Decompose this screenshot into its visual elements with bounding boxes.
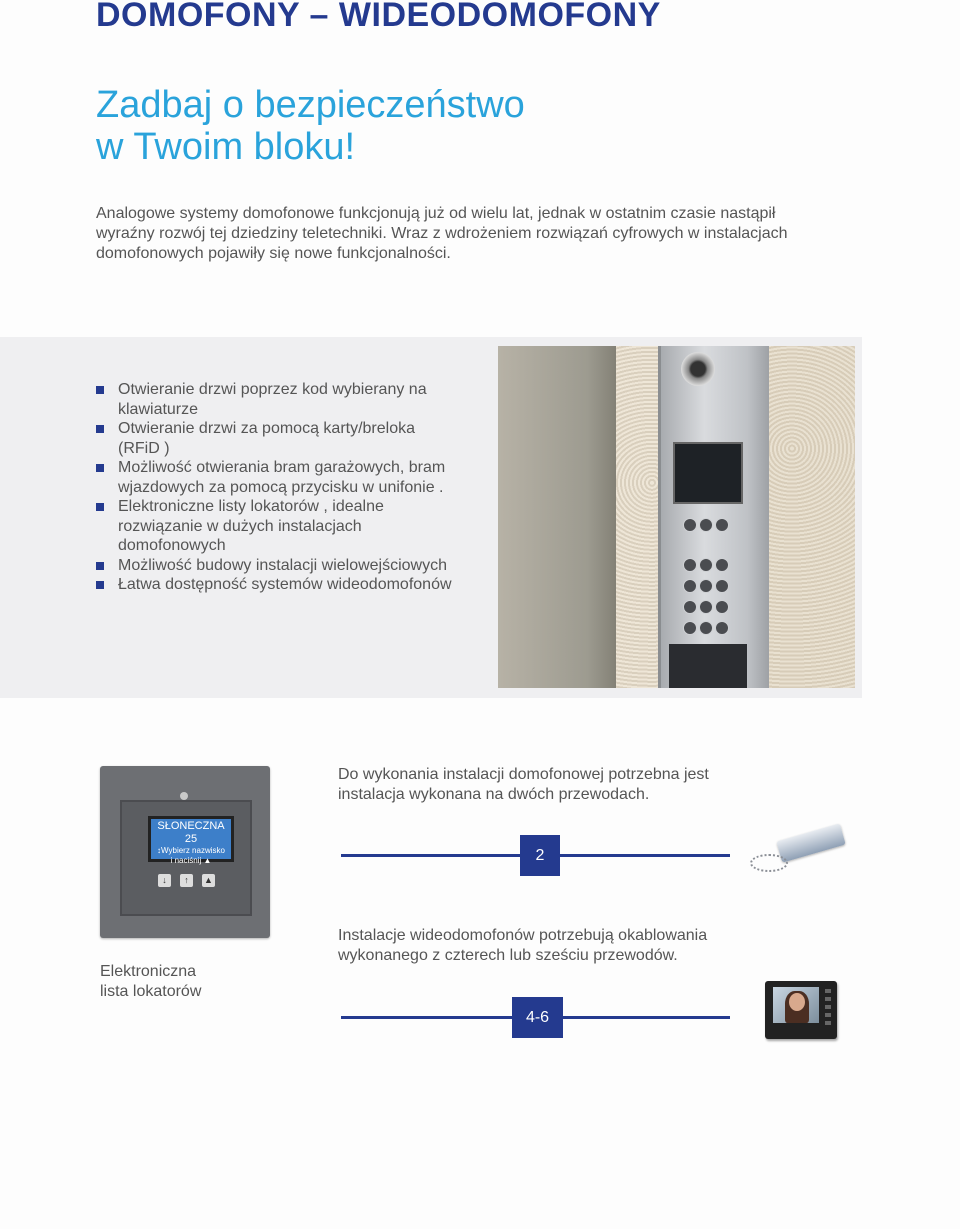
keypad-key [699,621,713,635]
bell-icon: ▲ [202,874,215,887]
feature-item: Możliwość otwierania bram garażowych, bram wjazdowych za pomocą przycisku w unifonie . [96,458,456,497]
camera-lens-icon [681,352,715,386]
bullet-square-icon [96,562,104,570]
keypad-key [715,621,729,635]
keypad-key [699,518,713,532]
feature-item: Łatwa dostępność systemów wideodomofonów [96,575,456,595]
feature-item: Otwieranie drzwi za pomocą karty/breloka (RFiD ) [96,419,456,458]
monitor-buttons [825,989,831,1027]
keypad-key [683,621,697,635]
camera-dot-icon [180,792,188,800]
headline-line-1: Zadbaj o bezpieczeństwo [96,84,525,126]
page-title: DOMOFONY – WIDEODOMOFONY [96,0,661,34]
headline [96,84,525,168]
keypad-key [715,600,729,614]
keypad-key [715,558,729,572]
keypad-key [683,600,697,614]
card-reader [669,644,747,688]
device-screen [148,816,234,865]
intercom-panel [658,346,769,688]
intro-paragraph: Analogowe systemy domofonowe funkcjonują już od wielu lat, jednak w ostatnim czasie nastąpił wyraźny rozwój tej dziedziny teletechniki. Wraz z wdrożeniem rozwiązań cyfrowych w instalacjach domofonowych pojawiły się nowe funkcjonalności. [96,205,788,262]
keypad-key [699,579,713,593]
bullet-square-icon [96,386,104,394]
wire-line [563,1016,730,1019]
features-list [96,380,456,595]
wall-texture [765,346,855,688]
video-monitor-image [765,981,837,1039]
screen-address: SŁONECZNA 25 [157,820,225,845]
wire-line [560,854,730,857]
arrow-up-icon: ↑ [180,874,193,887]
feature-item: Elektroniczne listy lokatorów , idealne rozwiązanie w dużych instalacjach domofonowych [96,497,456,556]
keypad-key [683,518,697,532]
wire-count-badge: 2 [520,835,560,876]
arrow-down-icon: ↓ [158,874,171,887]
intercom-wiring-text: Do wykonania instalacji domofonowej potrzebna jest instalacja wykonana na dwóch przewodach. [338,766,709,803]
keypad-key [683,558,697,572]
keypad-key [715,579,729,593]
screen-instruction-1: ↕Wybierz nazwisko [157,846,225,855]
monitor-screen [773,987,819,1023]
bullet-square-icon [96,581,104,589]
feature-item: Możliwość budowy instalacji wielowejściowych [96,556,456,576]
intercom-handset [776,823,846,862]
wire-count-badge: 4-6 [512,997,563,1038]
handset-cord [750,854,788,872]
screen-instruction-2: i naciśnij ▲ [170,856,212,865]
bullet-square-icon [96,464,104,472]
video-wiring-text: Instalacje wideodomofonów potrzebują okablowania wykonanego z czterech lub sześciu przewodów. [338,927,708,964]
bullet-square-icon [96,503,104,511]
intercom-panel-photo [498,346,855,688]
electronic-tenant-list-device [100,766,270,938]
wire-line [341,1016,513,1019]
locator-caption-line-1: Elektroniczna [100,963,197,980]
locator-caption-line-2: lista lokatorów [100,983,202,1000]
locator-caption [100,962,201,1002]
device-front [120,800,252,916]
keypad-key [715,518,729,532]
panel-display [673,442,743,504]
wire-line [341,854,521,857]
keypad-key [683,579,697,593]
person-face [789,993,805,1011]
keypad-key [699,558,713,572]
keypad-key [699,600,713,614]
headline-line-2: w Twoim bloku! [96,126,356,168]
feature-item: Otwieranie drzwi poprzez kod wybierany na klawiaturze [96,380,456,419]
bullet-square-icon [96,425,104,433]
handset-image [750,832,846,872]
